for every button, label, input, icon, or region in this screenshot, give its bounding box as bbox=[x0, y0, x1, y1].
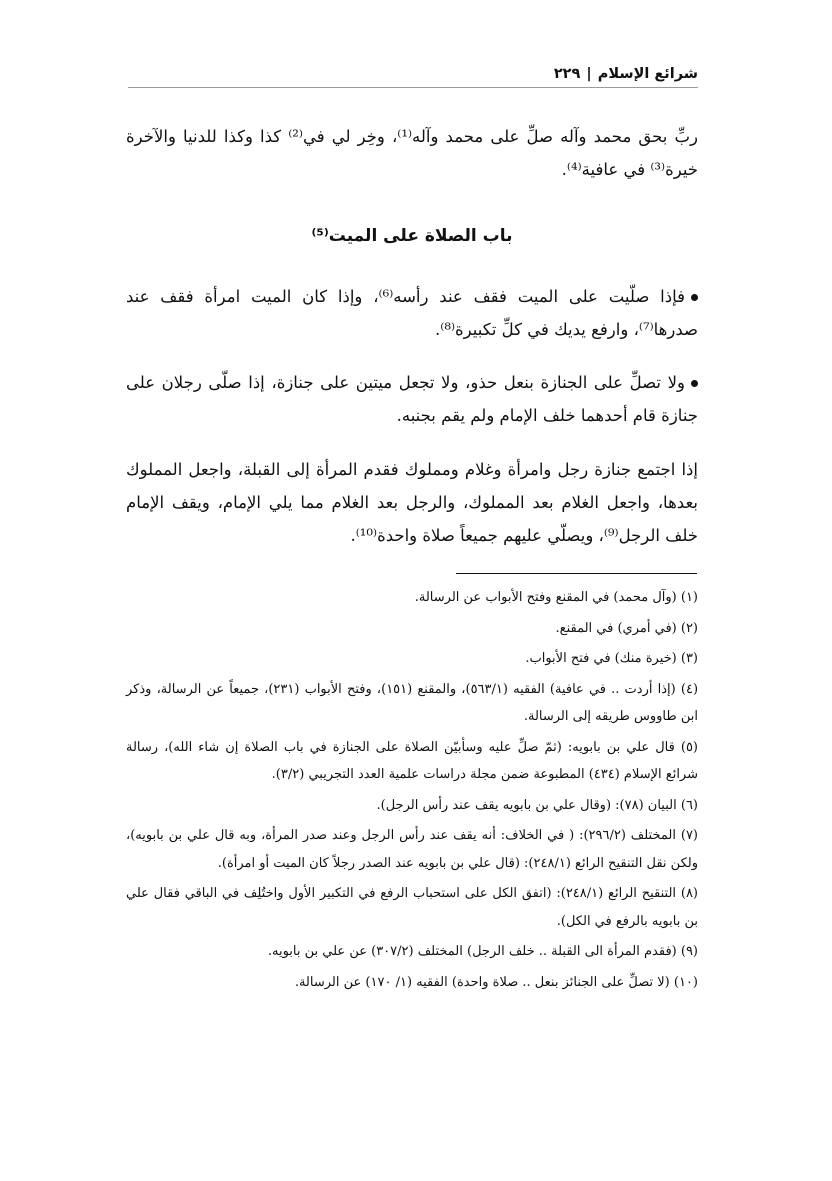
bullet-icon bbox=[691, 380, 698, 387]
footnote: (٤) (إذا أردت .. في عافية) الفقيه (٥٦٣/١)، والمقنع (١٥١)، وفتح الأبواب (٢٣١)، جميعاً عن الرسالة، وذكر ابن طاووس طريقه إلى الرسالة. bbox=[126, 681, 699, 724]
header-separator: | bbox=[586, 66, 592, 82]
footnote: (٦) البيان (٧٨): (وقال علي بن بابويه يقف عند رأس الرجل). bbox=[376, 797, 698, 813]
footnote: (٧) المختلف (٢٩٦/٢): ( في الخلاف: أنه يقف عند رأس الرجل وعند صدر المرأة، وبه قال علي بن بابويه)، ولكن نقل التنقيح الرائع (٢٤٨/١): (قال علي بن بابويه عند الصدر رجلاً كان الميت أو امرأة). bbox=[126, 828, 698, 871]
running-header bbox=[128, 60, 698, 88]
paragraph-text: ولا تصلِّ على الجنازة بنعل حذو، ولا تجعل ميتين على جنازة، إذا صلّى رجلان على جنازة قام أحدهما خلف الإمام ولم يقم بجنبه. bbox=[126, 373, 698, 425]
footnote: (٥) قال علي بن بابويه: (ثمّ صلِّ عليه وسأبيّن الصلاة على الجنازة في باب الصلاة إن شاء الله)، رسالة شرائع الإسلام (٤٣٤) المطبوعة ضمن مجلة دراسات علمية العدد التجريبي (٣/٢). bbox=[126, 739, 698, 782]
paragraph-multiple-funerals: إذا اجتمع جنازة رجل وامرأة وغلام ومملوك فقدم المرأة إلى القبلة، واجعل المملوك بعدها، واجعل الغلام بعد المملوك، والرجل بعد الغلام مما يلي الإمام، ويقف الإمام خلف الرجل⁽⁹⁾، ويصلّي عليهم جميعاً صلاة واحدة⁽¹⁰⁾. bbox=[126, 460, 698, 545]
paragraph-standing-position bbox=[126, 280, 698, 346]
header-divider bbox=[128, 87, 698, 88]
footnote: (٩) (فقدم المرأة الى القبلة .. خلف الرجل) المختلف (٣٠٧/٢) عن علي بن بابويه. bbox=[267, 944, 698, 959]
footnote: (١) (وآل محمد) في المقنع وفتح الأبواب عن الرسالة. bbox=[414, 590, 698, 605]
page-number: ٢٢٩ bbox=[553, 66, 581, 82]
paragraph-dua: ربِّ بحق محمد وآله صلِّ على محمد وآله⁽¹⁾، وخِر لي في⁽²⁾ كذا وكذا للدنيا والآخرة خيرة⁽³⁾ في عافية⁽⁴⁾. bbox=[126, 127, 698, 179]
footnotes bbox=[126, 584, 698, 999]
section-title: باب الصلاة على الميت⁽⁵⁾ bbox=[311, 226, 513, 246]
book-title: شرائع الإسلام bbox=[597, 66, 698, 82]
paragraph-sandals bbox=[126, 366, 698, 432]
footnote: (١٠) (لا تصلِّ على الجنائز بنعل .. صلاة واحدة) الفقيه (١/ ١٧٠) عن الرسالة. bbox=[294, 974, 698, 990]
footnote-divider bbox=[456, 573, 697, 574]
paragraph-text: فإذا صلّيت على الميت فقف عند رأسه⁽⁶⁾، وإذا كان الميت امرأة فقف عند صدرها⁽⁷⁾، وارفع يديك في كلِّ تكبيرة⁽⁸⁾. bbox=[126, 287, 698, 339]
footnote: (٣) (خيرة منك) في فتح الأبواب. bbox=[525, 651, 698, 666]
bullet-icon bbox=[691, 294, 698, 301]
footnote: (٢) (في أمري) في المقنع. bbox=[555, 620, 698, 636]
footnote: (٨) التنقيح الرائع (٢٤٨/١): (اتفق الكل على استحباب الرفع في التكبير الأول واختُلِف في الباقي فقال علي بن بابويه بالرفع في الكل). bbox=[126, 886, 698, 929]
